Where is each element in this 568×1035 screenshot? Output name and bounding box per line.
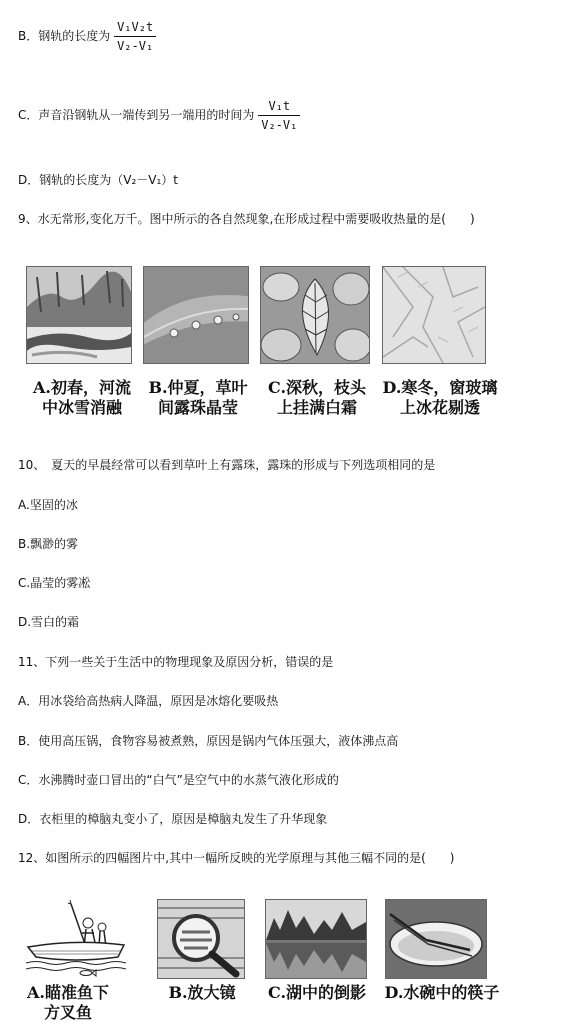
caption-line: B.仲夏，草叶: [148, 378, 248, 397]
fraction-denominator: V₂-V₁: [261, 118, 298, 132]
caption-line: D.寒冬，窗玻璃: [382, 378, 498, 397]
window-frost-photo: [382, 266, 486, 364]
caption-line: A.初春，河流: [33, 378, 131, 397]
q12-caption-d: [380, 983, 504, 1003]
lake-reflection-photo: [265, 899, 367, 979]
caption-line: D.水碗中的筷子: [384, 983, 500, 1002]
caption-line: 上冰花剔透: [399, 398, 480, 417]
q10-option-a: A.坚固的冰: [18, 498, 78, 512]
q10-stem: 10、 夏天的早晨经常可以看到草叶上有露珠，露珠的形成与下列选项相同的是: [18, 458, 436, 472]
q10-option-c: C.晶莹的雾凇: [18, 576, 91, 590]
q9-stem: 9、水无常形,变化万千。图中所示的各自然现象,在形成过程中需要吸收热量的是( ): [18, 212, 475, 226]
caption-line: C.深秋，枝头: [267, 378, 367, 397]
caption-line: 中冰雪消融: [41, 398, 122, 417]
q11-option-a: A．用冰袋给高热病人降温，原因是冰熔化要吸热: [18, 694, 279, 708]
q9-caption-b: [143, 378, 253, 418]
caption-line: B.放大镜: [168, 983, 236, 1002]
q11-option-b: B．使用高压锅，食物容易被煮熟，原因是锅内气体压强大，液体沸点高: [18, 734, 399, 748]
frost-leaf-photo: [260, 266, 370, 364]
q8-option-c: [18, 97, 300, 134]
q11-option-d: D．衣柜里的樟脑丸变小了，原因是樟脑丸发生了升华现象: [18, 812, 328, 826]
dew-leaf-photo: [143, 266, 249, 364]
fraction-denominator: V₂-V₁: [117, 39, 154, 53]
q12-stem: 12、如图所示的四幅图片中,其中一幅所反映的光学原理与其他三幅不同的是( ): [18, 851, 455, 865]
caption-line: 上挂满白霜: [276, 398, 357, 417]
fraction-numerator: V₁V₂t: [114, 18, 156, 37]
river-ice-photo: [26, 266, 132, 364]
q11-stem: 11、下列一些关于生活中的物理现象及原因分析，错误的是: [18, 655, 334, 669]
q11-option-c: C．水沸腾时壶口冒出的“白气”是空气中的水蒸气液化形成的: [18, 773, 339, 787]
q8-option-b: [18, 18, 156, 55]
chopsticks-bowl-photo: [385, 899, 487, 979]
q8-option-b-label: B．钢轨的长度为: [18, 29, 111, 43]
q12-caption-b: [157, 983, 247, 1003]
q9-caption-c: [259, 378, 375, 418]
q10-option-d: D.雪白的霜: [18, 615, 80, 629]
magnifier-photo: [157, 899, 245, 979]
caption-line: 间露珠晶莹: [157, 398, 238, 417]
caption-line: C.湖中的倒影: [267, 983, 367, 1002]
q12-caption-a: [20, 983, 116, 1023]
q8-option-c-fraction: [258, 97, 300, 134]
caption-line: A.瞄准鱼下: [27, 983, 109, 1002]
spear-fishing-illustration: [26, 899, 126, 977]
q9-caption-d: [378, 378, 502, 418]
q12-caption-c: [262, 983, 372, 1003]
caption-line: 方叉鱼: [43, 1003, 92, 1022]
q8-option-d: D．钢轨的长度为（V₂－V₁）t: [18, 173, 178, 187]
q8-option-b-fraction: [114, 18, 156, 55]
q10-option-b: B.飘渺的雾: [18, 537, 79, 551]
fraction-numerator: V₁t: [258, 97, 300, 116]
q9-caption-a: [26, 378, 138, 418]
q8-option-c-label: C．声音沿钢轨从一端传到另一端用的时间为: [18, 108, 255, 122]
